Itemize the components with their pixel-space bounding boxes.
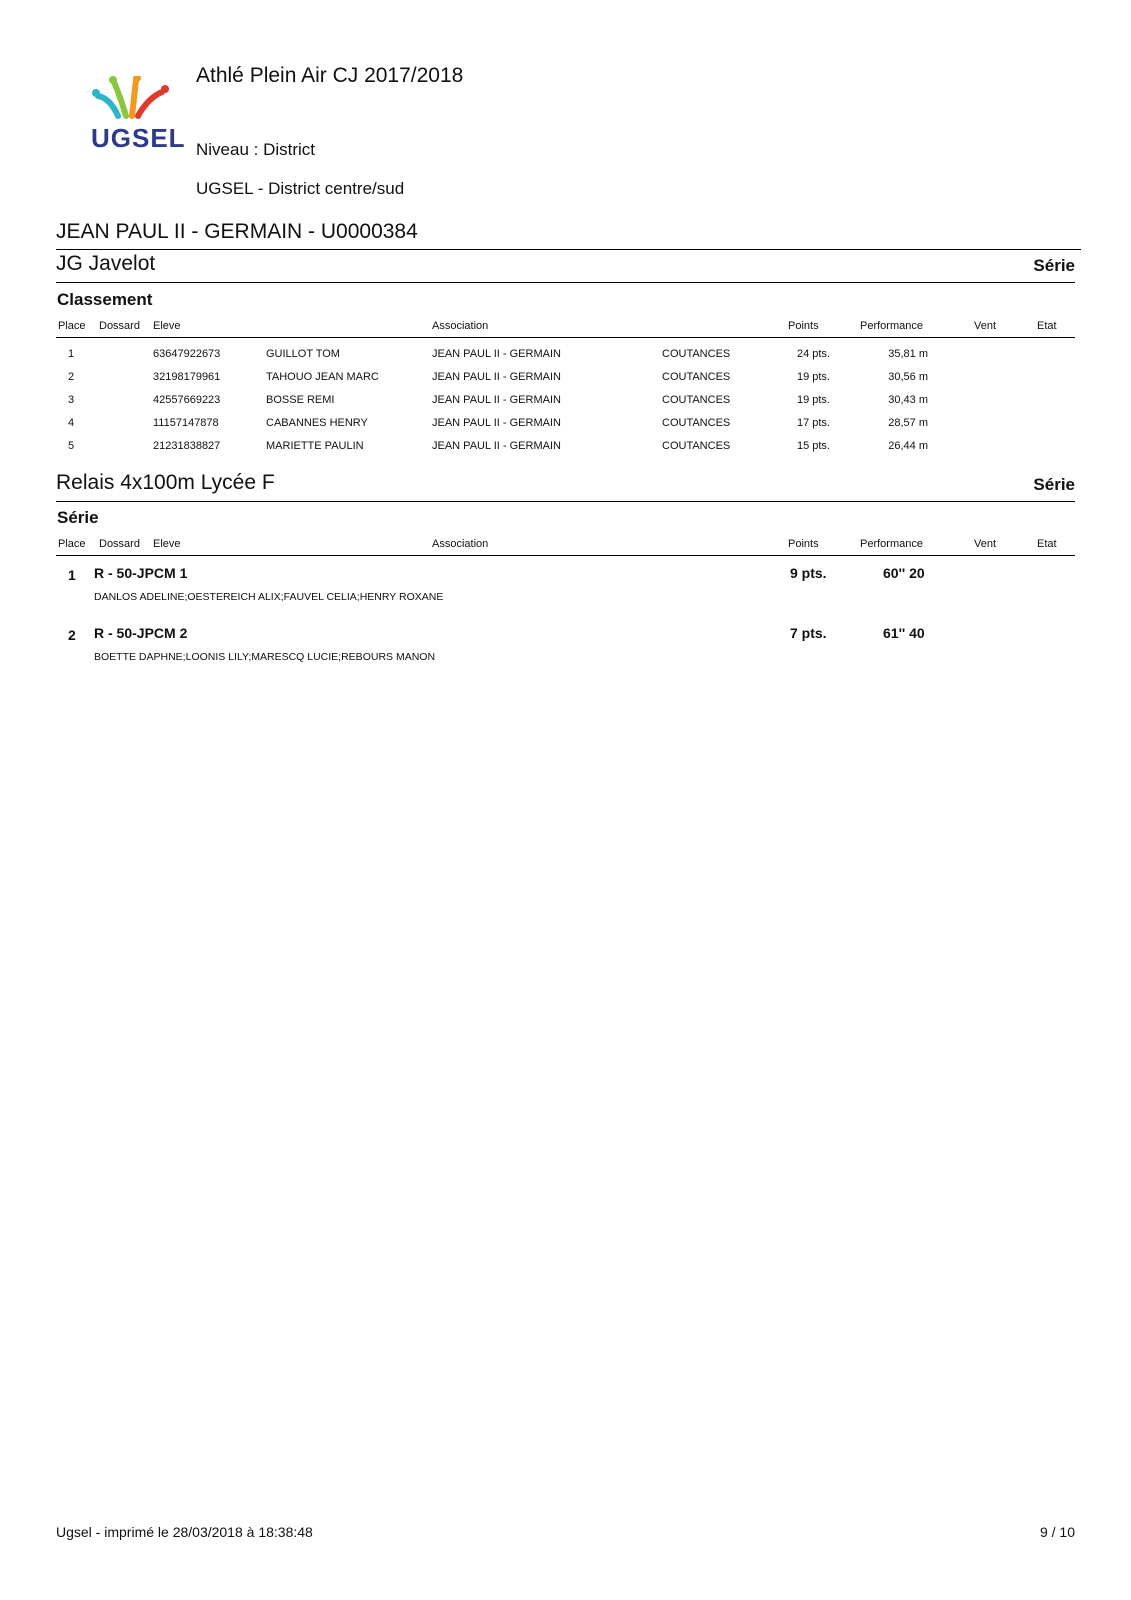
col-place: Place	[58, 538, 86, 550]
row-ville: COUTANCES	[662, 394, 731, 406]
col-points: Points	[788, 538, 819, 550]
col-vent: Vent	[974, 320, 997, 332]
row-eleve: CABANNES HENRY	[266, 417, 368, 429]
col-eleve: Eleve	[153, 538, 181, 550]
row-association: JEAN PAUL II - GERMAIN	[432, 440, 561, 452]
row-ville: COUTANCES	[662, 371, 731, 383]
relay-points: 9 pts.	[790, 565, 827, 581]
row-performance: 30,43 m	[888, 394, 928, 406]
footer-printed: Ugsel - imprimé le 28/03/2018 à 18:38:48	[56, 1524, 313, 1540]
row-dossard: 63647922673	[153, 348, 221, 360]
event-title-javelot: JG Javelot	[56, 252, 156, 275]
row-association: JEAN PAUL II - GERMAIN	[432, 348, 561, 360]
row-eleve: GUILLOT TOM	[266, 348, 340, 360]
row-eleve: TAHOUO JEAN MARC	[266, 371, 379, 383]
event-title-relais: Relais 4x100m Lycée F	[56, 471, 275, 494]
row-ville: COUTANCES	[662, 417, 731, 429]
col-performance: Performance	[860, 320, 923, 332]
col-performance: Performance	[860, 538, 923, 550]
divider	[56, 501, 1075, 502]
row-performance: 30,56 m	[888, 371, 928, 383]
row-dossard: 11157147878	[153, 417, 219, 429]
col-place: Place	[58, 320, 86, 332]
col-etat: Etat	[1037, 320, 1057, 332]
document-title: Athlé Plein Air CJ 2017/2018	[196, 64, 464, 87]
row-ville: COUTANCES	[662, 348, 731, 360]
row-dossard: 21231838827	[153, 440, 221, 452]
col-etat: Etat	[1037, 538, 1057, 550]
logo-wordmark: UGSEL	[91, 123, 186, 153]
footer-page-number: 9 / 10	[1039, 1524, 1075, 1540]
row-performance: 35,81 m	[888, 348, 928, 360]
relay-team: R - 50-JPCM 2	[94, 625, 188, 641]
divider	[56, 337, 1075, 338]
relay-performance: 60'' 20	[883, 565, 925, 581]
row-place: 2	[68, 371, 75, 383]
row-association: JEAN PAUL II - GERMAIN	[432, 394, 561, 406]
row-performance: 28,57 m	[888, 417, 928, 429]
organisation-label: UGSEL - District centre/sud	[196, 179, 405, 198]
section-serie: Série	[57, 508, 99, 527]
row-association: JEAN PAUL II - GERMAIN	[432, 417, 561, 429]
row-eleve: MARIETTE PAULIN	[266, 440, 364, 452]
relay-team: R - 50-JPCM 1	[94, 565, 188, 581]
school-heading: JEAN PAUL II - GERMAIN - U0000384	[56, 220, 418, 243]
relay-members: BOETTE DAPHNE;LOONIS LILY;MARESCQ LUCIE;REBOURS MANON	[94, 651, 436, 663]
row-ville: COUTANCES	[662, 440, 731, 452]
divider	[56, 249, 1081, 250]
row-points: 17 pts.	[796, 417, 830, 429]
row-points: 24 pts.	[796, 348, 830, 360]
row-eleve: BOSSE REMI	[266, 394, 335, 406]
relay-performance: 61'' 40	[883, 625, 925, 641]
col-association: Association	[432, 320, 489, 332]
col-association: Association	[432, 538, 489, 550]
col-eleve: Eleve	[153, 320, 181, 332]
row-association: JEAN PAUL II - GERMAIN	[432, 371, 561, 383]
row-points: 19 pts.	[796, 394, 830, 406]
row-points: 15 pts.	[796, 440, 830, 452]
row-points: 19 pts.	[796, 371, 830, 383]
level-label: Niveau : District	[196, 140, 316, 159]
divider	[56, 555, 1075, 556]
row-dossard: 42557669223	[153, 394, 221, 406]
row-performance: 26,44 m	[888, 440, 928, 452]
row-place: 4	[68, 417, 75, 429]
row-place: 5	[68, 440, 75, 452]
col-vent: Vent	[974, 538, 997, 550]
col-dossard: Dossard	[99, 538, 140, 550]
divider	[56, 282, 1075, 283]
event-serie-label: Série	[1033, 475, 1075, 494]
event-serie-label: Série	[1033, 256, 1075, 275]
row-dossard: 32198179961	[153, 371, 221, 383]
relay-place: 2	[68, 627, 76, 643]
col-points: Points	[788, 320, 819, 332]
col-dossard: Dossard	[99, 320, 140, 332]
relay-points: 7 pts.	[790, 625, 827, 641]
relay-members: DANLOS ADELINE;OESTEREICH ALIX;FAUVEL CELIA;HENRY ROXANE	[94, 591, 444, 603]
row-place: 3	[68, 394, 75, 406]
ugsel-logo-figures-icon	[88, 76, 180, 126]
section-classement: Classement	[57, 290, 153, 309]
relay-place: 1	[68, 567, 76, 583]
row-place: 1	[68, 348, 75, 360]
